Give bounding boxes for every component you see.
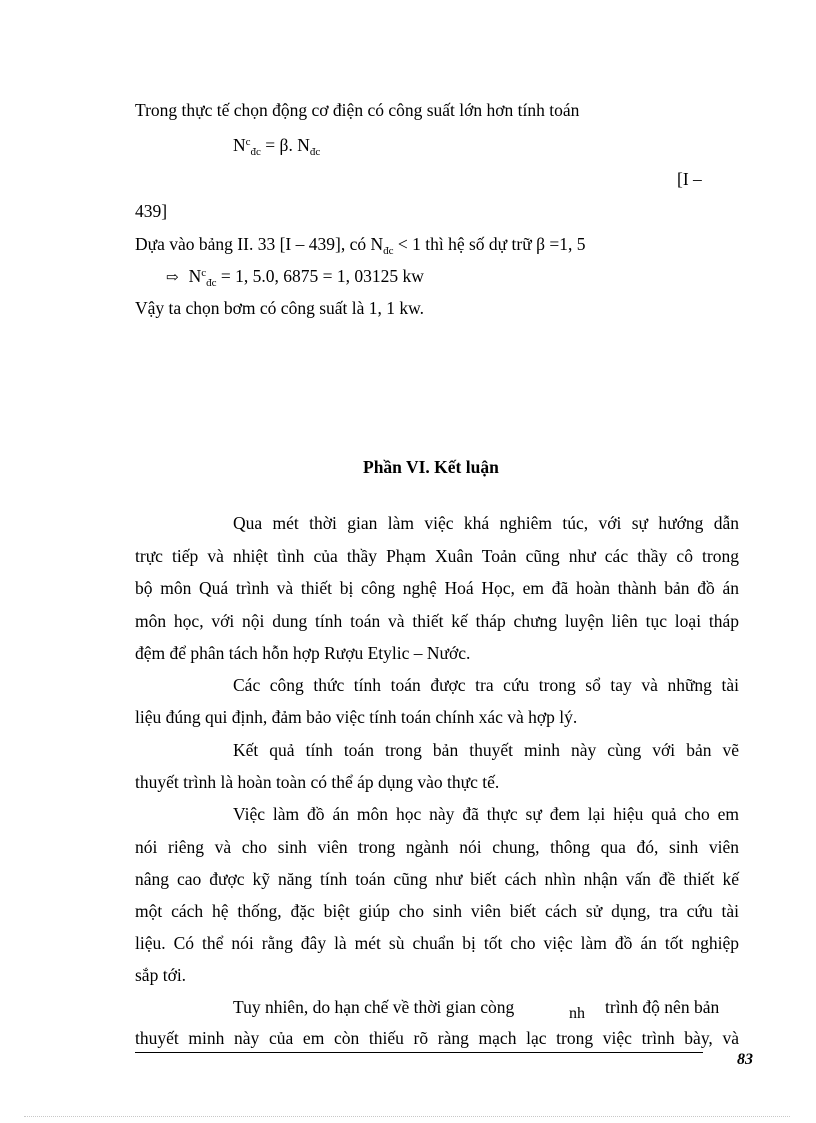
paragraph-line: nâng cao được kỹ năng tính toán cũng như biết cách nhìn nhận vấn đề thiết kế	[135, 869, 739, 889]
paragraph-line: liệu. Có thể nói rằng đây là mét sù chuẩn bị tốt cho việc làm đồ án tốt nghiệp	[135, 933, 739, 953]
formula-dc-sub: đc	[250, 146, 261, 158]
paragraph-line: Qua mét thời gian làm việc khá nghiêm túc, với sự hướng dẫn	[233, 513, 739, 533]
formula-result	[166, 265, 424, 289]
formula-n: N	[233, 135, 246, 155]
formula-power-rated	[233, 134, 320, 156]
table-pre: Dựa vào bảng II. 33 [I – 439], có N	[135, 234, 384, 254]
formula-mid: = β. N	[260, 135, 310, 155]
table-post: < 1 thì hệ số dự trữ β =1, 5	[393, 234, 586, 254]
result-n: N	[188, 266, 202, 286]
reference-part-2: 439]	[135, 201, 168, 221]
page-bottom-dotted-rule	[24, 1116, 790, 1117]
paragraph-line: nói riêng và cho sinh viên trong ngành nói chung, thông qua đó, sinh viên	[135, 837, 739, 857]
paragraph-line: thuyết minh này của em còn thiếu rõ ràng mạch lạc trong việc trình bày, và	[135, 1028, 739, 1048]
reference-part-1: [I –	[677, 169, 702, 189]
result-expression: = 1, 5.0, 6875 = 1, 03125 kw	[216, 266, 424, 286]
table-dc-sub: đc	[383, 245, 394, 257]
result-c-sup: c	[201, 267, 207, 279]
paragraph-line: một cách hệ thống, đặc biệt giúp cho sinh viên biết cách sử dụng, tra cứu tài	[135, 901, 739, 921]
paragraph-line: trực tiếp và nhiệt tình của thầy Phạm Xuân Toản cũng như các thầy cô trong	[135, 546, 739, 566]
paragraph-fragment-nh: nh	[569, 1005, 585, 1022]
paragraph-line: môn học, với nội dung tính toán và thiết kế tháp chưng luyện liên tục loại tháp	[135, 611, 739, 631]
result-dc-sub: đc	[206, 277, 217, 289]
text-line-motor-choice: Trong thực tế chọn động cơ điện có công suất lớn hơn tính toán	[135, 100, 580, 120]
paragraph-line: thuyết trình là hoàn toàn có thể áp dụng vào thực tế.	[135, 772, 500, 792]
paragraph-line: trình độ nên bản	[605, 997, 720, 1017]
paragraph-line: đệm để phân tách hỗn hợp Rượu Etylic – Nước.	[135, 643, 471, 663]
paragraph-line: Tuy nhiên, do hạn chế về thời gian còng	[233, 997, 515, 1017]
paragraph-line: Việc làm đồ án môn học này đã thực sự đem lại hiệu quả cho em	[233, 804, 739, 824]
paragraph-line: Các công thức tính toán được tra cứu trong sổ tay và những tài	[233, 675, 739, 695]
paragraph-line: sắp tới.	[135, 965, 187, 985]
implies-arrow-icon: ⇨	[166, 270, 179, 286]
footer-underline	[135, 1052, 703, 1053]
page-number: 83	[737, 1051, 753, 1068]
formula-dc-sub-2: đc	[309, 146, 321, 158]
section-title: Phần VI. Kết luận	[363, 457, 499, 477]
paragraph-line: liệu đúng qui định, đảm bảo việc tính toán chính xác và hợp lý.	[135, 707, 578, 727]
text-line-table-lookup	[135, 233, 585, 255]
formula-c-sup: c	[245, 136, 251, 148]
paragraph-line: Kết quả tính toán trong bản thuyết minh này cùng với bản vẽ	[233, 740, 739, 760]
paragraph-line: bộ môn Quá trình và thiết bị công nghệ Hoá Học, em đã hoàn thành bản đồ án	[135, 578, 739, 598]
text-line-pump-choice: Vậy ta chọn bơm có công suất là 1, 1 kw.	[135, 298, 425, 318]
